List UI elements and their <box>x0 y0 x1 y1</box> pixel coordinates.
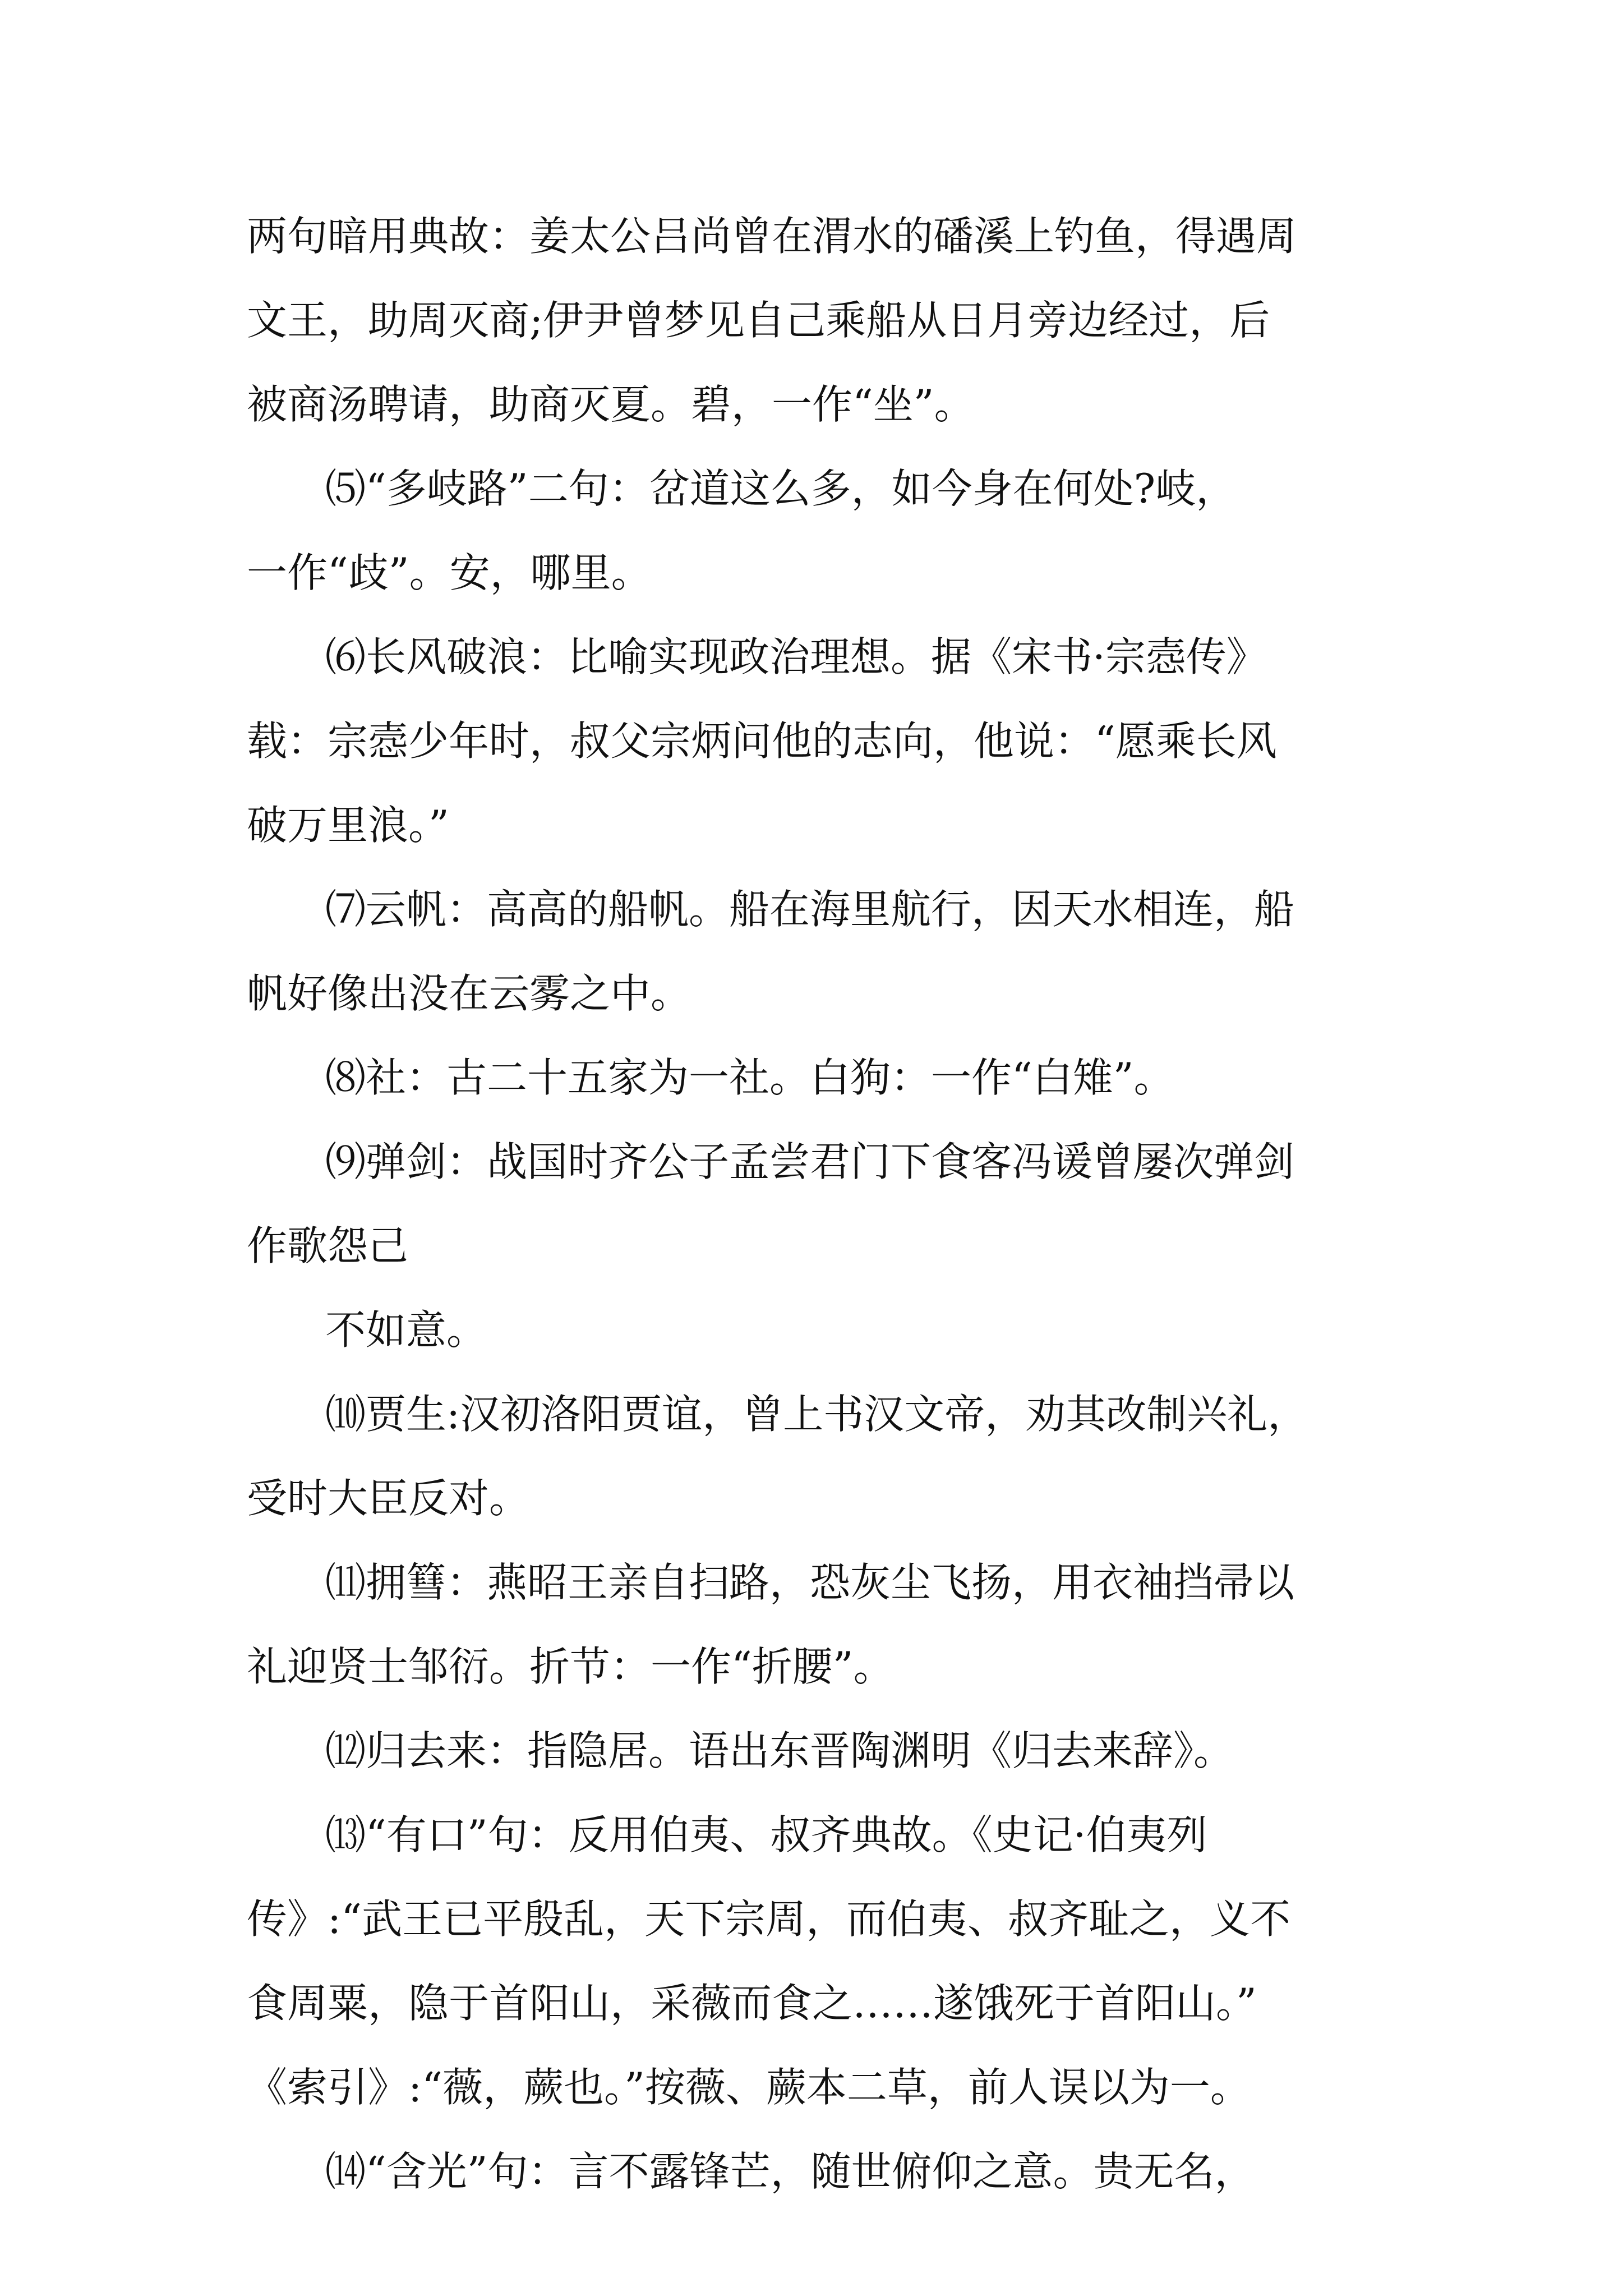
text-line: 载：宗悫少年时，叔父宗炳问他的志向，他说：“愿乘长风 <box>247 717 1277 765</box>
text-line: 传》:“武王已平殷乱，天下宗周，而伯夷、叔齐耻之，义不 <box>247 1895 1291 1943</box>
text-line: 文王，助周灭商;伊尹曾梦见自己乘船从日月旁边经过，后 <box>247 297 1270 344</box>
text-line: ⑿归去来：指隐居。语出东晋陶渊明《归去来辞》。 <box>325 1727 1234 1774</box>
text-line: ⒁“含光”句：言不露锋芒，随世俯仰之意。贵无名， <box>325 2148 1255 2195</box>
text-line: ⒀“有口”句：反用伯夷、叔齐典故。《史记·伯夷列 <box>325 1811 1207 1858</box>
text-line: 帆好像出没在云雾之中。 <box>247 970 691 1017</box>
text-line: ⑻社：古二十五家为一社。白狗：一作“白雉”。 <box>325 1054 1174 1101</box>
text-line: 受时大臣反对。 <box>247 1475 530 1522</box>
text-line: ⑽贾生:汉初洛阳贾谊，曾上书汉文帝，劝其改制兴礼， <box>325 1391 1308 1438</box>
text-line: 作歌怨己 <box>247 1222 409 1269</box>
text-line: ⑼弹剑：战国时齐公子孟尝君门下食客冯谖曾屡次弹剑 <box>325 1138 1295 1185</box>
text-line: 两句暗用典故：姜太公吕尚曾在渭水的磻溪上钓鱼，得遇周 <box>247 213 1297 260</box>
text-line: 不如意。 <box>325 1306 487 1354</box>
text-line: 被商汤聘请，助商灭夏。碧，一作“坐”。 <box>247 381 975 428</box>
text-line: 食周粟，隐于首阳山，采薇而食之……遂饿死于首阳山。” <box>247 1980 1257 2027</box>
text-line: 破万里浪。” <box>247 802 449 849</box>
text-line: 一作“歧”。安，哪里。 <box>247 549 652 596</box>
text-line: ⑾拥篲：燕昭王亲自扫路，恐灰尘飞扬，用衣袖挡帚以 <box>325 1559 1295 1606</box>
text-line: ⑸“多岐路”二句：岔道这么多，如今身在何处?岐， <box>325 465 1237 512</box>
text-line: 《索引》:“薇，蕨也。”按薇、蕨本二草，前人误以为一。 <box>247 2064 1251 2111</box>
text-line: 礼迎贤士邹衍。折节：一作“折腰”。 <box>247 1643 894 1690</box>
text-line: ⑹长风破浪：比喻实现政治理想。据《宋书·宗悫传》 <box>325 633 1267 680</box>
text-line: ⑺云帆：高高的船帆。船在海里航行，因天水相连，船 <box>325 886 1295 933</box>
